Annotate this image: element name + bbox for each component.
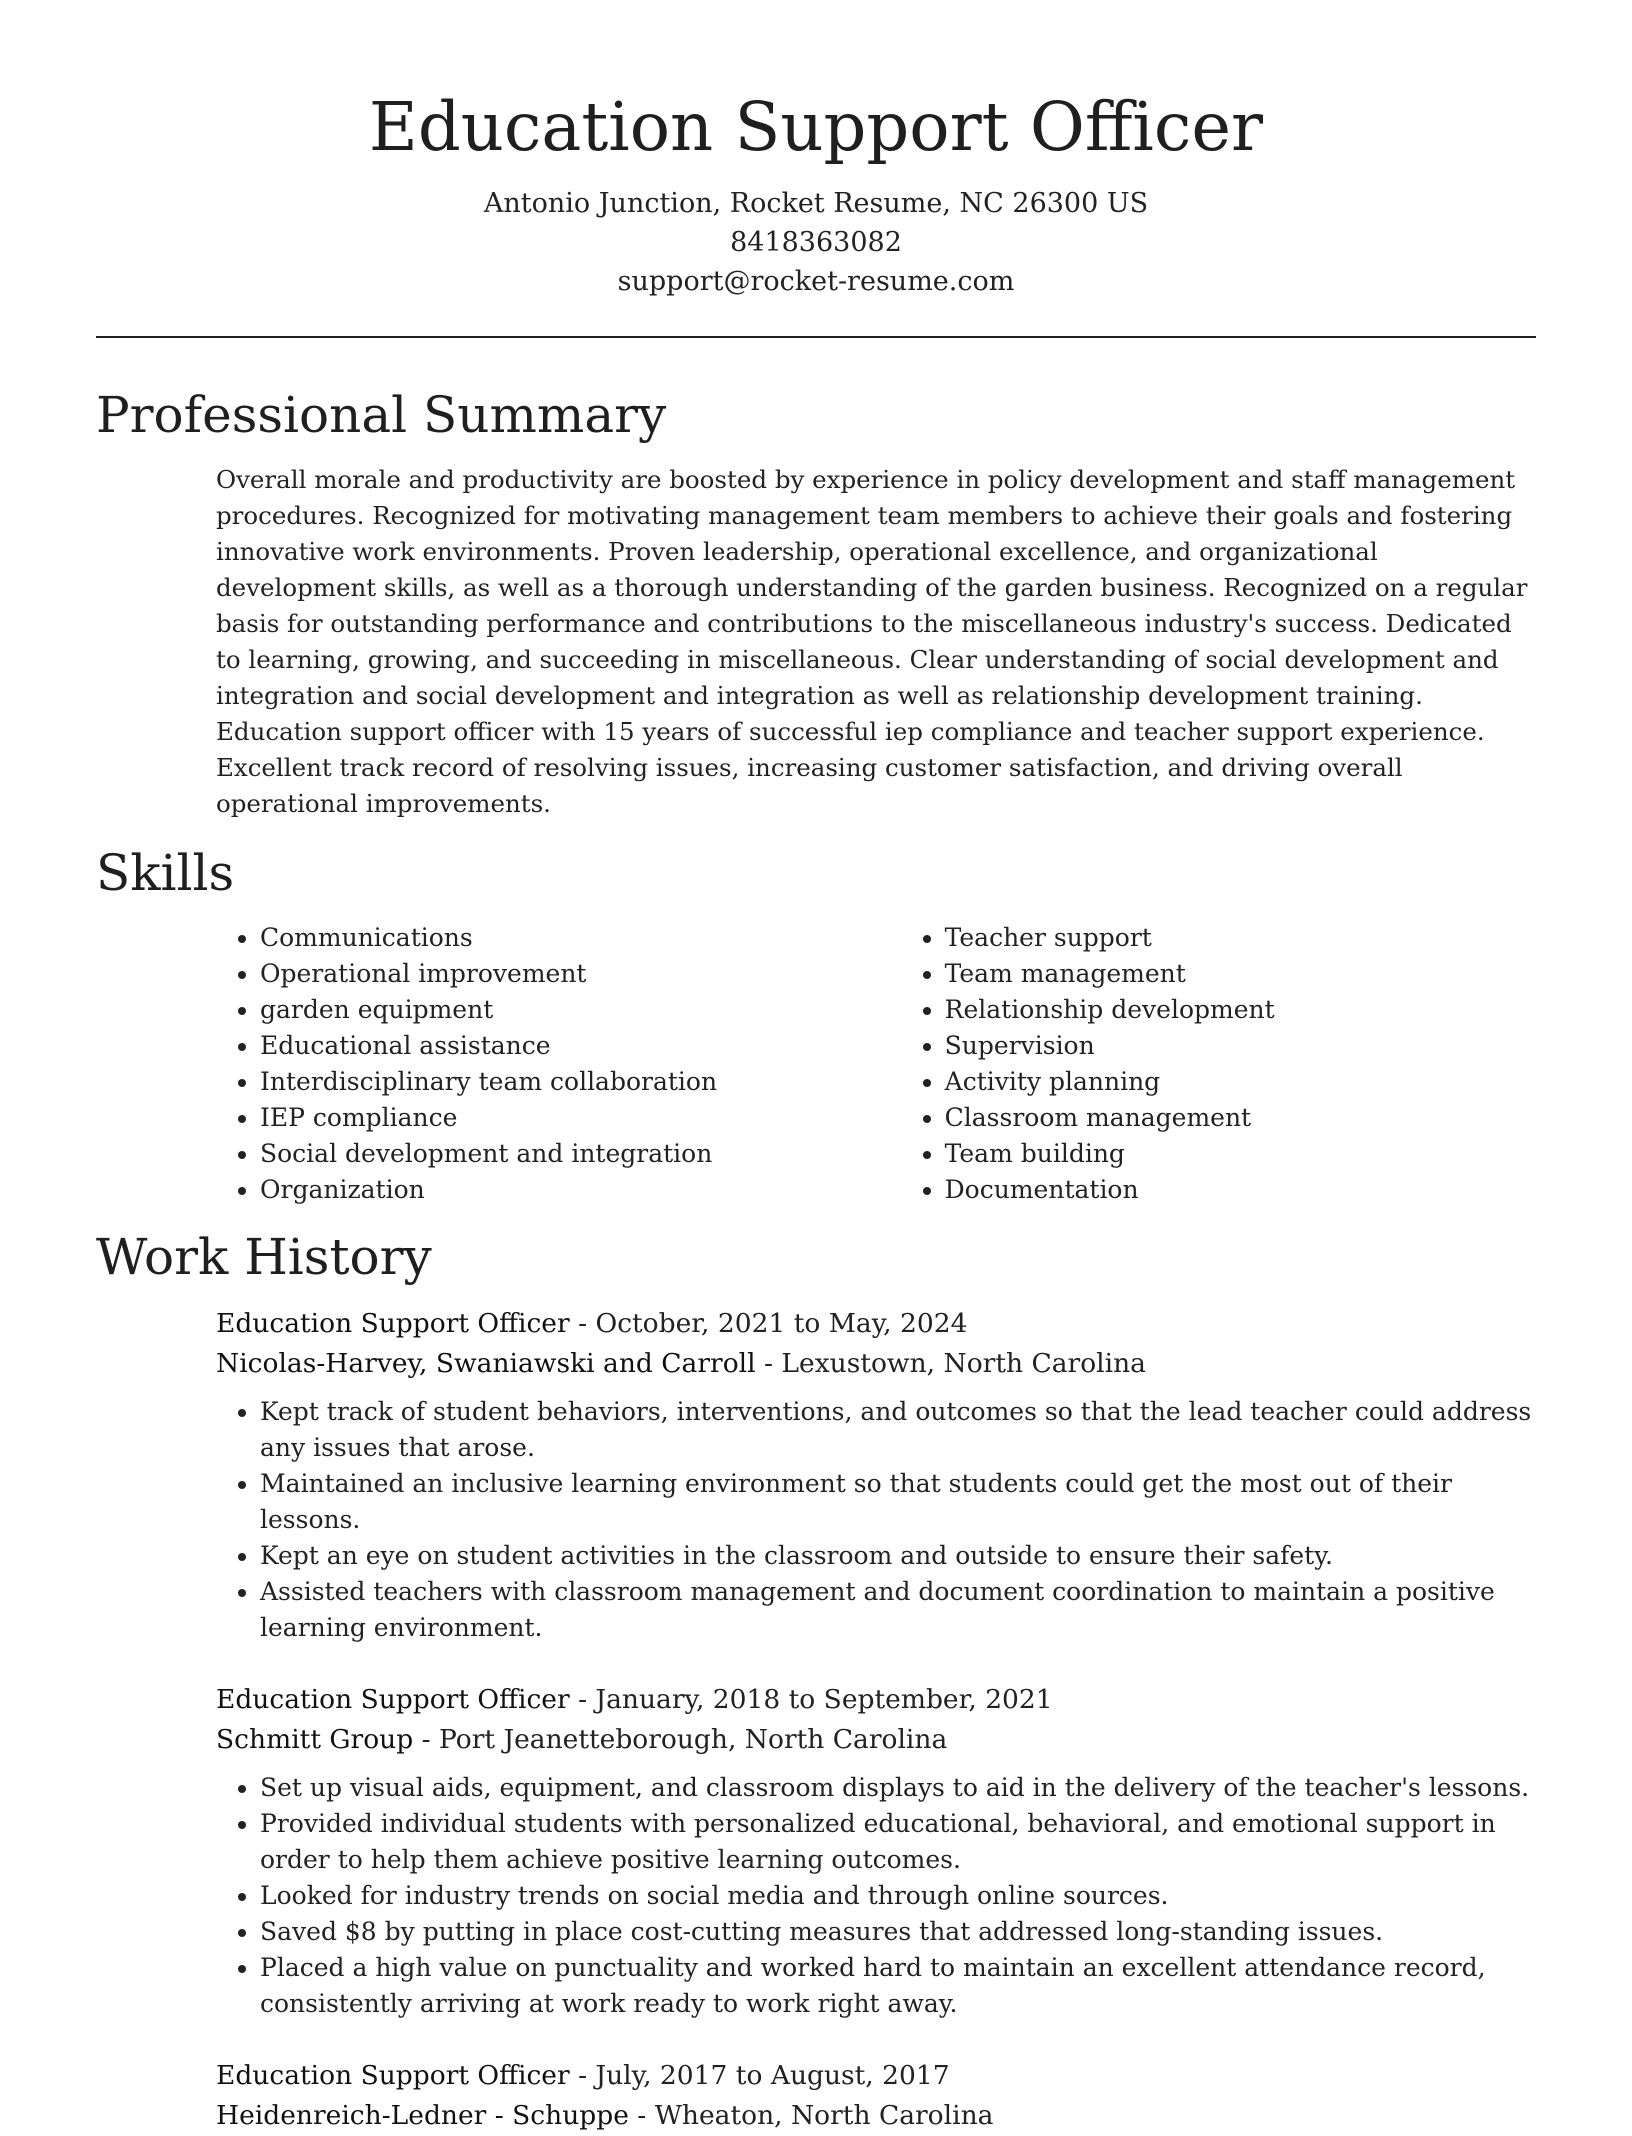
skill-item: • Communications — [260, 920, 901, 956]
job-bullet: • Kept track of student behaviors, interventions, and outcomes so that the lead teacher could address any issues that arose. — [260, 1394, 1536, 1466]
job-role-line: Education Support Officer - July, 2017 to August, 2017 — [216, 2060, 950, 2091]
job-location: Port Jeanetteborough, North Carolina — [439, 1724, 948, 1755]
skill-item: • Team building — [945, 1136, 1536, 1172]
skill-item: • IEP compliance — [260, 1100, 901, 1136]
skill-item: • Teacher support — [945, 920, 1536, 956]
job-entry — [216, 2056, 1536, 2136]
skills-list — [216, 920, 1536, 1208]
job-company: Nicolas-Harvey, Swaniawski and Carroll — [216, 1348, 756, 1379]
contact-block — [96, 184, 1536, 301]
skill-item: • Educational assistance — [260, 1028, 901, 1064]
job-company: Schmitt Group — [216, 1724, 414, 1755]
summary-text: Overall morale and productivity are boosted by experience in policy development and staff management procedures. Recognized for motivating management team members to achieve their goals and fostering innovative work environments. Proven leadership, operational excellence, and organizational development skills, as well as a thorough understanding of the garden business. Recognized on a regular basis for outstanding performance and contributions to the miscellaneous industry's success. Dedicated to learning, growing, and succeeding in miscellaneous. Clear understanding of social development and integration and social development and integration as well as relationship development training. Education support officer with 15 years of successful iep compliance and teacher support experience. Excellent track record of resolving issues, increasing customer satisfaction, and driving overall operational improvements. — [216, 465, 1528, 818]
job-bullet: • Placed a high value on punctuality and worked hard to maintain an excellent attendance record, consistently arriving at work ready to work right away. — [260, 1950, 1536, 2022]
job-bullet: • Set up visual aids, equipment, and classroom displays to aid in the delivery of the teacher's lessons. — [260, 1770, 1536, 1806]
job-bullet: • Provided individual students with personalized educational, behavioral, and emotional support in order to help them achieve positive learning outcomes. — [260, 1806, 1536, 1878]
job-dates: January, 2018 to September, 2021 — [595, 1684, 1053, 1715]
skill-item: • Supervision — [945, 1028, 1536, 1064]
job-bullet: • Saved $8 by putting in place cost-cutting measures that addressed long-standing issues. — [260, 1914, 1536, 1950]
skill-item: • Relationship development — [945, 992, 1536, 1028]
job-entry — [216, 1680, 1536, 2022]
skill-item: • Activity planning — [945, 1064, 1536, 1100]
skill-item: • Operational improvement — [260, 956, 901, 992]
skills-heading: Skills — [96, 844, 235, 902]
job-role-line: Education Support Officer - January, 2018 to September, 2021 — [216, 1684, 1053, 1715]
skill-item: • garden equipment — [260, 992, 901, 1028]
candidate-title: Education Support Officer — [368, 88, 1264, 166]
header-divider — [96, 336, 1536, 338]
skills-column-right — [901, 920, 1536, 1208]
skill-item: • Classroom management — [945, 1100, 1536, 1136]
job-entry — [216, 1304, 1536, 1646]
job-dates: October, 2021 to May, 2024 — [595, 1308, 968, 1339]
job-dates: July, 2017 to August, 2017 — [595, 2060, 950, 2091]
job-role-line: Education Support Officer - October, 2021 to May, 2024 — [216, 1308, 968, 1339]
skill-item: • Interdisciplinary team collaboration — [260, 1064, 901, 1100]
work-history-heading: Work History — [96, 1228, 432, 1286]
job-bullets — [216, 1394, 1536, 1646]
job-company-line: Schmitt Group - Port Jeanetteborough, North Carolina — [216, 1724, 948, 1755]
email-link[interactable]: support@rocket-resume.com — [617, 266, 1015, 297]
job-role: Education Support Officer — [216, 1684, 570, 1715]
skills-column-left — [216, 920, 901, 1208]
job-company-line: Nicolas-Harvey, Swaniawski and Carroll - Lexustown, North Carolina — [216, 1348, 1146, 1379]
job-bullet: • Kept an eye on student activities in the classroom and outside to ensure their safety. — [260, 1538, 1536, 1574]
phone-text: 8418363082 — [730, 227, 902, 258]
job-bullet: • Looked for industry trends on social media and through online sources. — [260, 1878, 1536, 1914]
job-bullets — [216, 1770, 1536, 2022]
job-location: Wheaton, North Carolina — [654, 2100, 994, 2131]
address-text: Antonio Junction, Rocket Resume, NC 26300 US — [483, 188, 1149, 219]
skill-item: • Team management — [945, 956, 1536, 992]
skill-item: • Documentation — [945, 1172, 1536, 1208]
job-company: Heidenreich-Ledner - Schuppe — [216, 2100, 629, 2131]
job-company-line: Heidenreich-Ledner - Schuppe - Wheaton, North Carolina — [216, 2100, 994, 2131]
resume-header — [96, 0, 1536, 301]
skill-item: • Organization — [260, 1172, 901, 1208]
job-role: Education Support Officer — [216, 1308, 570, 1339]
summary-heading: Professional Summary — [96, 386, 667, 444]
job-bullet: • Maintained an inclusive learning environment so that students could get the most out of their lessons. — [260, 1466, 1536, 1538]
job-location: Lexustown, North Carolina — [781, 1348, 1146, 1379]
job-bullet: • Assisted teachers with classroom management and document coordination to maintain a positive learning environment. — [260, 1574, 1536, 1646]
skill-item: • Social development and integration — [260, 1136, 901, 1172]
job-role: Education Support Officer — [216, 2060, 570, 2091]
